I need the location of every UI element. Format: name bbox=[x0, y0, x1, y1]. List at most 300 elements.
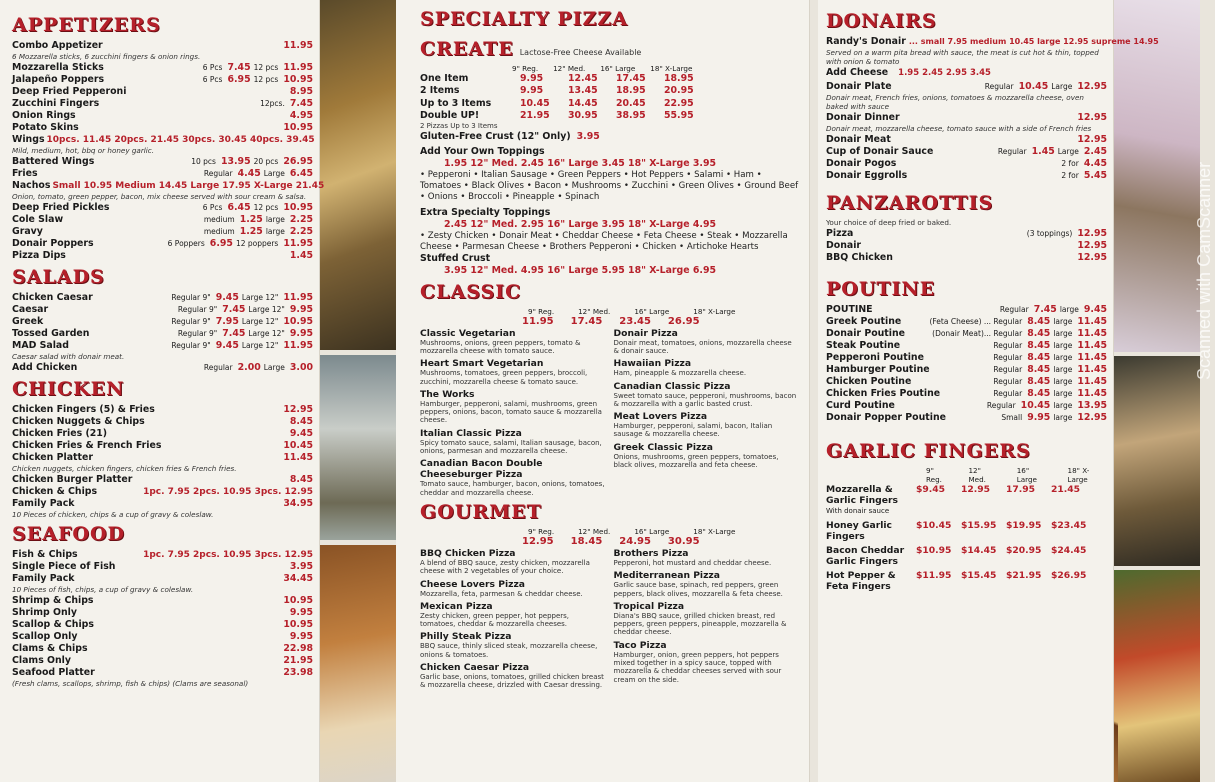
size-label: Regular 9" bbox=[177, 305, 218, 314]
item-price-small: 8.45 bbox=[1027, 352, 1051, 363]
item-name: Donair Eggrolls bbox=[826, 170, 908, 181]
size-label: 30.95 bbox=[667, 535, 700, 547]
item-price: 9.95 bbox=[289, 607, 313, 618]
garlic-fingers-row bbox=[826, 484, 1107, 517]
garlic-price: $10.95 bbox=[916, 545, 952, 556]
pizza-item bbox=[420, 631, 606, 659]
size-label: 6 Pcs bbox=[202, 75, 223, 84]
item-name: Battered Wings bbox=[12, 156, 95, 167]
menu-item bbox=[826, 376, 1107, 388]
item-name: Donair Pogos bbox=[826, 158, 897, 169]
size-label: Large 12" bbox=[248, 305, 285, 314]
pizza-description: Sweet tomato sauce, pepperoni, mushrooms, bacon & mozzarella with a garlic basted crust. bbox=[613, 391, 797, 408]
menu-item bbox=[12, 40, 313, 52]
item-name: MAD Salad bbox=[12, 340, 69, 351]
size-label: 9" Reg. bbox=[926, 466, 942, 484]
size-label: Regular bbox=[993, 341, 1023, 350]
item-price-small: 2.00 bbox=[237, 362, 261, 373]
menu-item bbox=[12, 156, 313, 168]
menu-item bbox=[826, 146, 1107, 158]
item-name: Steak Poutine bbox=[826, 340, 901, 351]
create-price: 38.95 bbox=[616, 109, 646, 121]
pizza-item bbox=[614, 411, 800, 439]
item-name: Potato Skins bbox=[12, 122, 79, 133]
pizza-name: Chicken Caesar Pizza bbox=[420, 662, 530, 674]
item-price-small: 6.95 bbox=[209, 238, 233, 249]
item-price-small: 8.45 bbox=[1027, 376, 1051, 387]
item-name: Greek Poutine bbox=[826, 316, 902, 327]
item-price: 10.95 bbox=[283, 619, 313, 630]
toppings-title: Add Your Own Toppings bbox=[420, 145, 545, 157]
item-name: Donair Popper Poutine bbox=[826, 412, 947, 423]
pizza-name: Hawaiian Pizza bbox=[613, 358, 692, 370]
item-price-small: 7.45 bbox=[1033, 304, 1057, 315]
size-label: large bbox=[1059, 305, 1079, 314]
pizza-name: Mexican Pizza bbox=[420, 600, 493, 612]
item-name: Shrimp & Chips bbox=[12, 595, 94, 606]
garlic-price: 12.95 bbox=[961, 484, 991, 495]
size-label: 12.95 bbox=[522, 535, 554, 547]
size-label: (Donair Meat)... Regular bbox=[932, 329, 1023, 338]
create-price: 20.95 bbox=[664, 85, 694, 97]
size-label: 12 poppers bbox=[235, 239, 279, 248]
size-label: large bbox=[1053, 401, 1073, 410]
item-name: Scallop & Chips bbox=[12, 619, 94, 630]
menu-item bbox=[12, 607, 313, 619]
item-name: Chicken Caesar bbox=[12, 292, 93, 303]
pizza-description: A blend of BBQ sauce, zesty chicken, mozzarella cheese with 2 vegetables of your choice. bbox=[420, 558, 590, 576]
pizza-description: Tomato sauce, hamburger, bacon, onions, tomatoes, cheddar and mozzarella cheese. bbox=[420, 480, 605, 497]
item-price: 6.45 bbox=[289, 168, 313, 179]
chicken-list bbox=[12, 404, 313, 519]
menu-item bbox=[12, 643, 313, 655]
item-price: 8.45 bbox=[289, 474, 313, 485]
classic-price-row bbox=[522, 316, 799, 328]
menu-item bbox=[12, 498, 313, 510]
menu-item bbox=[826, 158, 1107, 170]
item-price: 11.45 bbox=[1077, 352, 1107, 363]
item-price: 11.95 bbox=[283, 340, 313, 351]
pizza-item bbox=[614, 358, 800, 377]
gourmet-heading: GOURMET bbox=[420, 500, 542, 523]
item-price-small: 7.45 bbox=[222, 328, 246, 339]
garlic-price: $21.95 bbox=[1006, 570, 1042, 581]
item-price: 11.45 bbox=[1077, 376, 1107, 387]
item-price: 10.45 bbox=[283, 440, 313, 451]
seafood-heading: SEAFOOD bbox=[12, 523, 126, 545]
size-label: Large bbox=[263, 363, 285, 372]
item-name: Clams Only bbox=[12, 655, 72, 666]
create-price: 18.95 bbox=[664, 73, 694, 84]
size-label: large bbox=[1053, 341, 1073, 350]
panzarottis-list bbox=[826, 228, 1107, 264]
size-label: medium bbox=[203, 227, 235, 236]
item-name: Pepperoni Poutine bbox=[826, 352, 924, 363]
gourmet-price-row bbox=[522, 536, 799, 548]
pizza-name: Tropical Pizza bbox=[613, 600, 685, 612]
menu-item bbox=[12, 98, 313, 110]
size-label: 24.95 bbox=[619, 535, 651, 547]
salad-photo bbox=[320, 355, 396, 540]
size-label: Regular 9" bbox=[177, 329, 218, 338]
garlic-name: Bacon Cheddar Garlic Fingers bbox=[826, 545, 905, 567]
pizza-item bbox=[614, 570, 800, 598]
size-label: 18.45 bbox=[570, 535, 603, 547]
specialty-heading: SPECIALTY PIZZA bbox=[420, 8, 629, 30]
garlic-price: $15.95 bbox=[961, 520, 997, 531]
item-price: 12.95 bbox=[1077, 412, 1107, 423]
pizza-item bbox=[614, 381, 800, 409]
item-name: Cole Slaw bbox=[12, 214, 64, 225]
extra-toppings-list: • Zesty Chicken • Donair Meat • Cheddar Cheese • Feta Cheese • Steak • Mozzarella Cheese • Parmesan Cheese • Brothers Pepperoni • Chicken • Artichoke Hearts bbox=[420, 230, 788, 252]
panzarottis-note: Your choice of deep fried or baked. bbox=[826, 218, 952, 227]
menu-item bbox=[12, 573, 313, 585]
item-name: Deep Fried Pepperoni bbox=[12, 86, 127, 97]
onion-rings-photo bbox=[320, 0, 396, 350]
item-name: Donair Plate bbox=[826, 81, 892, 92]
menu-item bbox=[12, 226, 313, 238]
create-row-name: One Item bbox=[420, 73, 469, 84]
item-price: 10.95 bbox=[283, 74, 313, 85]
menu-item bbox=[12, 667, 313, 679]
garlic-price: $19.95 bbox=[1006, 520, 1042, 531]
item-description: Onion, tomato, green pepper, bacon, mix cheese served with sour cream & salsa. bbox=[12, 192, 307, 201]
pizza-item bbox=[420, 662, 606, 690]
size-label: Regular bbox=[993, 377, 1023, 386]
menu-item bbox=[12, 404, 313, 416]
item-price: 1.45 bbox=[289, 250, 313, 261]
size-label: 12" Med. bbox=[553, 64, 586, 73]
menu-item bbox=[826, 170, 1107, 182]
item-description: Caesar salad with donair meat. bbox=[12, 352, 125, 361]
stuffed-crust-prices: 3.95 12" Med. 4.95 16" Large 5.95 18" X-Large 6.95 bbox=[444, 264, 716, 276]
item-price: 9.95 bbox=[289, 304, 313, 315]
size-label: 26.95 bbox=[667, 315, 700, 327]
item-name: Deep Fried Pickles bbox=[12, 202, 110, 213]
item-price-small: 8.45 bbox=[1027, 364, 1051, 375]
item-price: 12.95 bbox=[1077, 134, 1107, 145]
size-label: 12 pcs bbox=[253, 75, 279, 84]
size-label: Large bbox=[1057, 147, 1079, 156]
item-price: 11.95 bbox=[283, 292, 313, 303]
garlic-price: $26.95 bbox=[1051, 570, 1087, 581]
item-price: 12.95 bbox=[1077, 240, 1107, 251]
create-price: 9.95 bbox=[520, 73, 544, 84]
item-name: Chicken Poutine bbox=[826, 376, 912, 387]
item-price-line: 1pc. 7.95 2pcs. 10.95 3pcs. 12.95 bbox=[143, 550, 313, 560]
size-label: Large 12" bbox=[241, 317, 279, 326]
size-label: Large 12" bbox=[241, 341, 279, 350]
item-name: Clams & Chips bbox=[12, 643, 88, 654]
create-price: 17.45 bbox=[616, 73, 646, 84]
size-label: Large bbox=[263, 169, 285, 178]
item-description: 10 Pieces of fish, chips, a cup of gravy & coleslaw. bbox=[12, 585, 194, 594]
pizza-name: Classic Vegetarian bbox=[420, 327, 516, 339]
item-name: Chicken Fries (21) bbox=[12, 428, 108, 439]
item-price: 12.95 bbox=[1077, 252, 1107, 263]
item-price: 3.00 bbox=[289, 362, 313, 373]
size-label: large bbox=[265, 227, 285, 236]
pizza-name: Canadian Bacon Double Cheeseburger Pizza bbox=[420, 458, 543, 481]
size-label: Regular bbox=[203, 169, 233, 178]
item-price: 11.45 bbox=[1077, 328, 1107, 339]
pizza-description: Zesty chicken, green pepper, hot peppers, tomatoes, cheddar & mozzarella cheeses. bbox=[420, 611, 570, 629]
item-price: 9.95 bbox=[289, 631, 313, 642]
create-price-table bbox=[420, 73, 799, 122]
item-name: Chicken Platter bbox=[12, 452, 93, 463]
item-name: Zucchini Fingers bbox=[12, 98, 100, 109]
menu-item bbox=[826, 400, 1107, 412]
create-row bbox=[420, 110, 799, 122]
pizza-item bbox=[420, 328, 606, 356]
garlic-fingers-row bbox=[826, 520, 1107, 542]
item-price: 11.45 bbox=[1077, 364, 1107, 375]
menu-item bbox=[12, 292, 313, 304]
item-name: Chicken Burger Platter bbox=[12, 474, 133, 485]
create-price: 10.45 bbox=[520, 97, 550, 109]
pizza-item bbox=[420, 458, 606, 497]
toppings-prices: 1.95 12" Med. 2.45 16" Large 3.45 18" X-Large 3.95 bbox=[444, 157, 716, 169]
garlic-item-name bbox=[826, 545, 916, 567]
size-label: large bbox=[1053, 389, 1073, 398]
size-label: 10 pcs bbox=[191, 157, 216, 166]
item-price: 11.45 bbox=[1077, 340, 1107, 351]
size-label: 17.45 bbox=[570, 315, 603, 327]
pizza-name: Mediterranean Pizza bbox=[613, 570, 720, 582]
donairs-list bbox=[826, 81, 1107, 182]
pizza-description: Hamburger, pepperoni, salami, bacon, Italian sausage & mozzarella cheese. bbox=[613, 422, 773, 439]
randys-donair-note: Served on a warm pita bread with sauce, the meat is cut hot & thin, topped with onion & tomato bbox=[826, 48, 1099, 66]
item-price: 3.95 bbox=[289, 561, 313, 572]
menu-item bbox=[12, 202, 313, 214]
panzarottis-heading: PANZAROTTIS bbox=[826, 192, 994, 214]
item-name: Pizza Dips bbox=[12, 250, 66, 261]
item-price-small: 4.45 bbox=[237, 168, 261, 179]
item-price: 9.45 bbox=[1083, 304, 1107, 315]
size-label: 9" Reg. bbox=[528, 526, 555, 536]
create-price: 21.95 bbox=[520, 109, 550, 121]
menu-item bbox=[12, 619, 313, 631]
pizza-name: BBQ Chicken Pizza bbox=[420, 547, 516, 559]
create-row bbox=[420, 85, 799, 97]
size-label: medium bbox=[203, 215, 235, 224]
pizza-photo bbox=[1114, 570, 1200, 782]
pizza-name: Meat Lovers Pizza bbox=[613, 411, 708, 423]
pizza-description: Garlic base, onions, tomatoes, grilled chicken breast & mozzarella cheese, drizzled with Caesar dressing. bbox=[420, 673, 604, 690]
pizza-item bbox=[614, 328, 800, 356]
menu-item bbox=[12, 655, 313, 667]
item-price: 12.95 bbox=[1077, 81, 1107, 92]
garlic-size-header bbox=[926, 466, 1107, 484]
item-price: 11.45 bbox=[1077, 316, 1107, 327]
size-label: Regular 9" bbox=[171, 317, 211, 326]
item-name: Greek bbox=[12, 316, 44, 327]
item-price: 21.95 bbox=[283, 655, 313, 666]
item-price-small: 6.45 bbox=[227, 202, 251, 213]
item-description: (Fresh clams, scallops, shrimp, fish & chips) (Clams are seasonal) bbox=[12, 679, 249, 688]
appetizers-list bbox=[12, 40, 325, 262]
double-up-note: 2 Pizzas Up to 3 Items bbox=[420, 122, 498, 131]
item-name: Nachos bbox=[12, 180, 51, 191]
item-price-small: 1.45 bbox=[1031, 146, 1055, 157]
menu-item bbox=[12, 168, 313, 180]
item-price-small: 7.95 bbox=[215, 316, 239, 327]
create-price: 55.95 bbox=[664, 109, 694, 121]
create-row bbox=[420, 73, 799, 85]
item-price-small: 6.95 bbox=[227, 74, 251, 85]
size-label: Large 12" bbox=[248, 329, 285, 338]
pizza-description: Garlic sauce base, spinach, red peppers, green peppers, black olives, mozzarella & feta cheese. bbox=[613, 581, 783, 598]
randys-donair-row: Randy's Donair ... small 7.95 medium 10.45 large 12.95 supreme 14.95 bbox=[826, 36, 1159, 47]
item-name: Family Pack bbox=[12, 573, 75, 584]
item-name: Single Piece of Fish bbox=[12, 561, 116, 572]
pizza-name: Donair Pizza bbox=[613, 327, 678, 339]
item-description: Mild, medium, hot, bbq or honey garlic. bbox=[12, 146, 155, 155]
item-price: 13.95 bbox=[1077, 400, 1107, 411]
item-price: 5.45 bbox=[1083, 170, 1107, 181]
menu-item bbox=[12, 440, 313, 452]
menu-item bbox=[12, 122, 313, 134]
item-name: Curd Poutine bbox=[826, 400, 895, 411]
item-name: Pizza bbox=[826, 228, 854, 239]
size-label: Regular bbox=[993, 365, 1023, 374]
item-name: Onion Rings bbox=[12, 110, 76, 121]
menu-item bbox=[12, 428, 313, 440]
menu-item bbox=[12, 340, 313, 352]
pizza-item bbox=[614, 548, 800, 567]
item-price: 11.95 bbox=[283, 238, 313, 249]
size-label: large bbox=[1053, 413, 1073, 422]
item-description: Donair meat, mozzarella cheese, tomato sauce with a side of French fries bbox=[826, 124, 1092, 133]
menu-item bbox=[12, 180, 325, 192]
menu-item bbox=[12, 631, 313, 643]
create-heading: CREATE bbox=[420, 38, 514, 60]
item-price-small: 10.45 bbox=[1018, 81, 1049, 92]
item-name: Scallop Only bbox=[12, 631, 78, 642]
item-name: Tossed Garden bbox=[12, 328, 90, 339]
size-label: 23.45 bbox=[619, 315, 651, 327]
item-price: 2.25 bbox=[289, 226, 313, 237]
item-price: 11.45 bbox=[1077, 388, 1107, 399]
item-price: 9.95 bbox=[289, 328, 313, 339]
menu-item bbox=[826, 340, 1107, 352]
garlic-price: 17.95 bbox=[1006, 484, 1036, 495]
item-name: Donair Dinner bbox=[826, 112, 900, 123]
size-label: 6 Poppers bbox=[167, 239, 205, 248]
menu-item bbox=[12, 595, 313, 607]
item-price: 8.45 bbox=[289, 416, 313, 427]
left-panel bbox=[0, 0, 325, 782]
item-price: 2.45 bbox=[1083, 146, 1107, 157]
item-price: 10.95 bbox=[283, 202, 313, 213]
menu-item bbox=[12, 86, 313, 98]
size-label: Large bbox=[1051, 82, 1073, 91]
create-size-header bbox=[512, 64, 799, 73]
item-price-small: 8.45 bbox=[1027, 316, 1051, 327]
size-label: Small bbox=[1001, 413, 1023, 422]
fried-chicken-photo bbox=[320, 545, 396, 782]
menu-item bbox=[12, 110, 313, 122]
item-price-small: 8.45 bbox=[1027, 340, 1051, 351]
garlic-item-name bbox=[826, 570, 916, 592]
item-price-small: 9.45 bbox=[215, 292, 239, 303]
item-name: Chicken Fries Poutine bbox=[826, 388, 941, 399]
item-price: 11.95 bbox=[283, 40, 313, 51]
pizza-item bbox=[614, 640, 800, 684]
item-description: Donair meat, French fries, onions, tomatoes & mozzarella cheese, oven baked with sauce bbox=[826, 93, 1084, 111]
menu-item bbox=[826, 240, 1107, 252]
pizza-description: Ham, pineapple & mozzarella cheese. bbox=[613, 369, 747, 378]
item-price-small: 10.45 bbox=[1020, 400, 1051, 411]
item-name: BBQ Chicken bbox=[826, 252, 893, 263]
item-price: 11.45 bbox=[283, 452, 313, 463]
pizza-description: Hamburger, onion, green peppers, hot peppers mixed together in a spicy sauce, topped with mozzarella & cheddar cheeses served with sour cream on the side. bbox=[613, 650, 782, 684]
garlic-fingers-row bbox=[826, 570, 1107, 592]
size-label: 18" X-Large bbox=[693, 306, 736, 316]
menu-item bbox=[12, 62, 313, 74]
item-price: 10.95 bbox=[283, 316, 313, 327]
size-label: Regular bbox=[203, 363, 233, 372]
item-price: 11.95 bbox=[283, 62, 313, 73]
poutine-list bbox=[826, 304, 1107, 424]
item-price-line: 1pc. 7.95 2pcs. 10.95 3pcs. 12.95 bbox=[143, 487, 313, 497]
garlic-price: $20.95 bbox=[1006, 545, 1042, 556]
item-price: 34.45 bbox=[283, 573, 313, 584]
size-label: 16" Large bbox=[634, 526, 670, 536]
menu-item bbox=[12, 238, 313, 250]
create-price: 20.45 bbox=[616, 97, 646, 109]
size-label: (3 toppings) bbox=[1026, 229, 1073, 238]
create-price: 9.95 bbox=[520, 85, 544, 97]
appetizers-heading: APPETIZERS bbox=[12, 14, 161, 36]
create-price: 13.45 bbox=[568, 85, 598, 97]
pizza-description: Pepperoni, hot mustard and cheddar cheese. bbox=[613, 558, 772, 567]
item-name: Donair Meat bbox=[826, 134, 891, 145]
size-label: 2 for bbox=[1061, 171, 1079, 180]
gluten-row: Gluten-Free Crust (12" Only) 3.95 bbox=[420, 130, 600, 142]
pizza-name: Heart Smart Vegetarian bbox=[420, 358, 544, 370]
item-price-line: 10pcs. 11.45 20pcs. 21.45 30pcs. 30.45 40pcs. 39.45 bbox=[46, 135, 315, 145]
extra-toppings-title: Extra Specialty Toppings bbox=[420, 206, 551, 218]
donair-photo bbox=[1114, 0, 1200, 352]
size-label: 9" Reg. bbox=[528, 306, 555, 316]
size-label: 6 Pcs bbox=[202, 203, 223, 212]
size-label: Regular bbox=[997, 147, 1027, 156]
garlic-fingers-table bbox=[826, 484, 1107, 592]
gourmet-pizzas bbox=[420, 548, 799, 693]
size-label: large bbox=[1053, 353, 1073, 362]
garlic-price: $15.45 bbox=[961, 570, 997, 581]
poutine-photo bbox=[1114, 356, 1200, 566]
item-description: 10 Pieces of chicken, chips & a cup of gravy & coleslaw. bbox=[12, 510, 214, 519]
pizza-item bbox=[420, 389, 606, 425]
item-price-small: 1.25 bbox=[239, 226, 263, 237]
size-label: large bbox=[1053, 329, 1073, 338]
middle-panel bbox=[396, 0, 810, 782]
pizza-item bbox=[420, 428, 606, 456]
item-name: Donair Poutine bbox=[826, 328, 906, 339]
size-label: 16" Large bbox=[1016, 466, 1037, 484]
item-name: Combo Appetizer bbox=[12, 40, 103, 51]
pizza-name: Italian Classic Pizza bbox=[420, 427, 522, 439]
menu-item bbox=[826, 252, 1107, 264]
pizza-description: BBQ sauce, thinly sliced steak, mozzarella cheese, onions & tomatoes. bbox=[420, 642, 598, 659]
size-label: 18" X-Large bbox=[1067, 466, 1090, 484]
menu-item bbox=[12, 134, 313, 146]
size-label: 12" Med. bbox=[968, 466, 986, 484]
menu-item bbox=[12, 250, 313, 262]
menu-item bbox=[826, 388, 1107, 400]
